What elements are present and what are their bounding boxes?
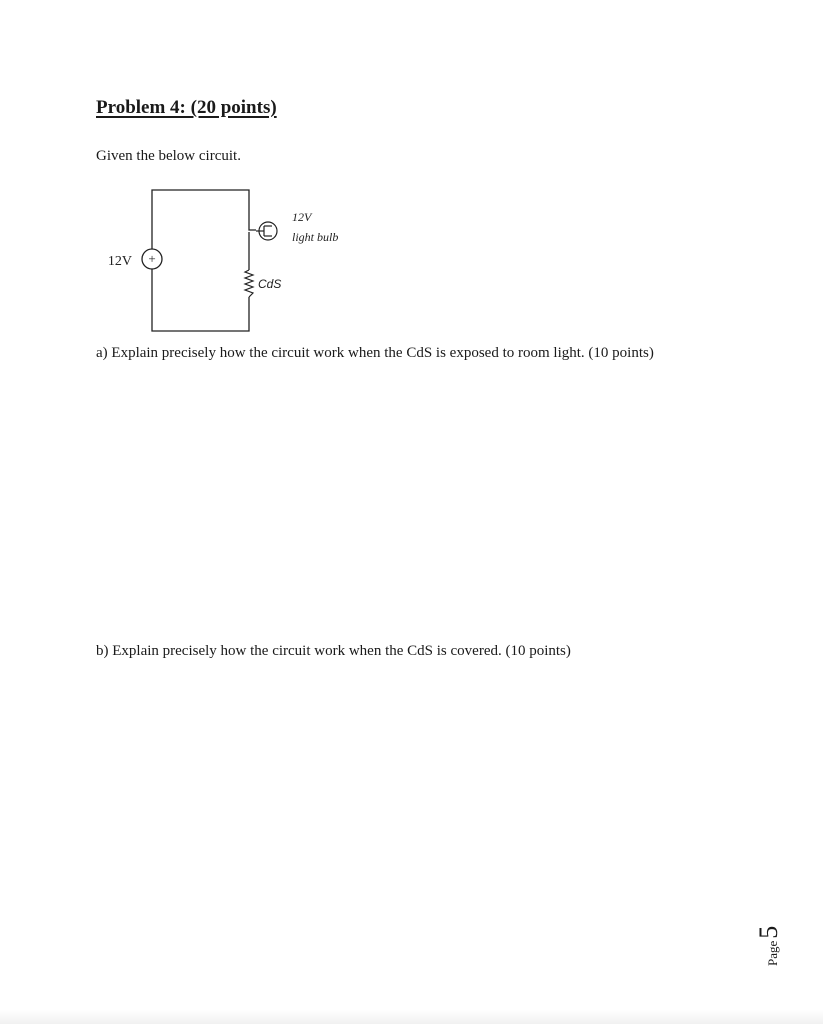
voltage-source-icon — [142, 249, 162, 269]
page-label: Page — [765, 940, 780, 966]
light-bulb-icon — [256, 222, 277, 240]
page-bottom-edge — [0, 1010, 823, 1024]
source-polarity: + — [148, 251, 156, 266]
page-number-footer — [748, 900, 788, 980]
cds-label: CdS — [258, 277, 282, 291]
problem-intro: Given the below circuit. — [96, 148, 241, 164]
cds-resistor-icon — [245, 270, 253, 297]
bulb-label: light bulb — [292, 230, 339, 244]
circuit-diagram — [96, 180, 376, 340]
question-b: b) Explain precisely how the circuit work when the CdS is covered. (10 points) — [96, 643, 571, 659]
bulb-voltage-label: 12V — [292, 210, 312, 224]
question-a: a) Explain precisely how the circuit work when the CdS is exposed to room light. (10 points) — [96, 345, 654, 361]
source-voltage-label: 12V — [107, 254, 132, 269]
problem-title: Problem 4: (20 points) — [96, 97, 277, 118]
page-number: 5 — [754, 925, 783, 939]
circuit-wires — [152, 190, 256, 331]
